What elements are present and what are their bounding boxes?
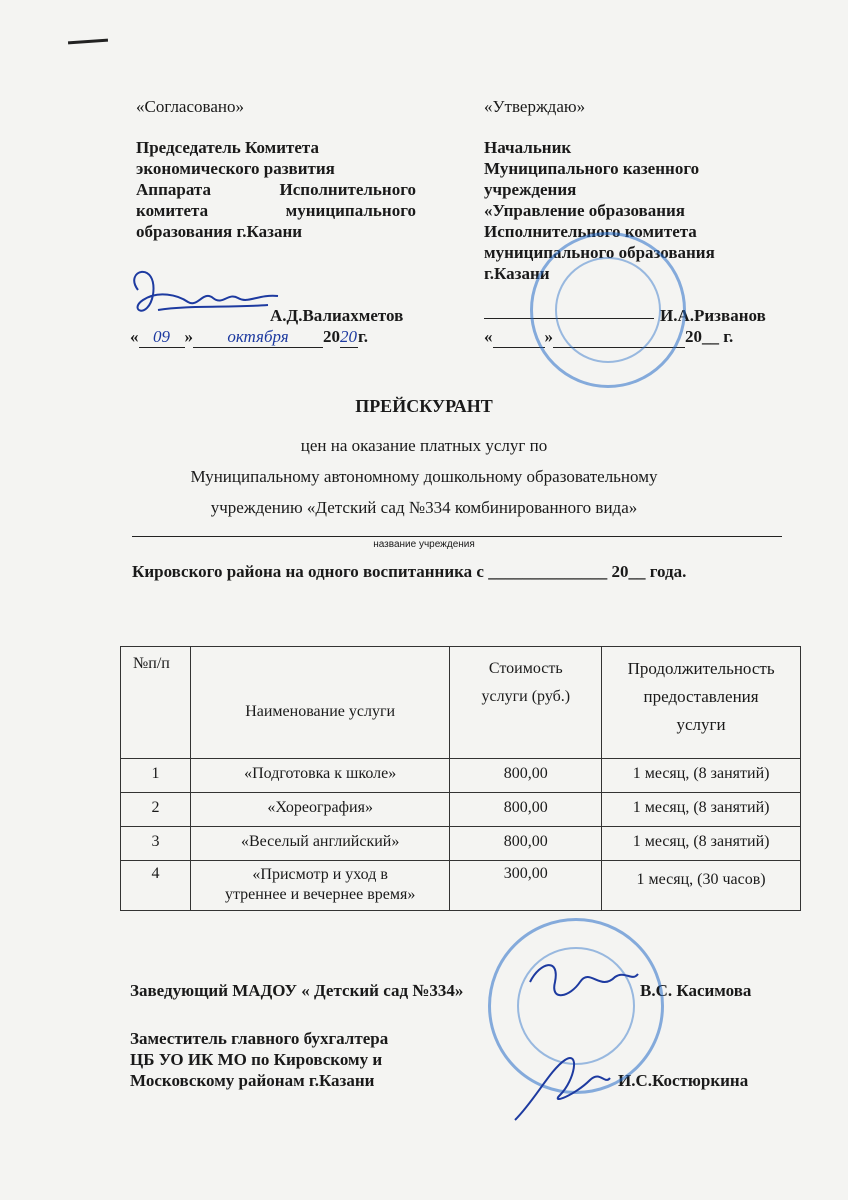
- title-line-4: Кировского района на одного воспитанника с ______________ 20__ года.: [132, 562, 687, 581]
- table-row: [121, 793, 801, 827]
- row-cost: 300,00: [450, 861, 602, 911]
- header-duration: [602, 647, 801, 759]
- row-duration: 1 месяц, (8 занятий): [602, 793, 801, 827]
- approval-date-close: »: [544, 327, 553, 346]
- head-name: В.С. Касимова: [640, 981, 752, 1000]
- agreement-line-3: Аппарата Исполнительного: [136, 180, 416, 199]
- header-duration-line-3: услуги: [676, 715, 726, 734]
- accountant-line-2: ЦБ УО ИК МО по Кировскому и: [130, 1050, 383, 1069]
- row-service: [190, 861, 450, 911]
- row-num: 1: [121, 759, 191, 793]
- head-signature: [520, 952, 640, 1012]
- row-service-line-2: утреннее и вечернее время»: [224, 886, 416, 903]
- price-table: [120, 646, 801, 911]
- agreement-line-4: комитета муниципального: [136, 201, 416, 220]
- header-cost-line-2: услуги (руб.): [481, 688, 571, 705]
- row-num: 3: [121, 827, 191, 861]
- row-service: «Подготовка к школе»: [190, 759, 450, 793]
- row-num: 2: [121, 793, 191, 827]
- agreement-signer: А.Д.Валиахметов: [270, 306, 404, 325]
- agreement-line-2: экономического развития: [136, 159, 335, 178]
- table-row: [121, 827, 801, 861]
- approval-line-4: «Управление образования: [484, 201, 685, 220]
- header-duration-line-2: предоставления: [643, 687, 759, 706]
- approval-date-year: 20__ г.: [685, 327, 734, 346]
- approval-line-7: г.Казани: [484, 264, 550, 283]
- row-num: 4: [121, 861, 191, 911]
- approval-line-1: Начальник: [484, 138, 572, 157]
- header-cost-line-1: Стоимость: [488, 660, 563, 677]
- header-name: Наименование услуги: [190, 647, 450, 759]
- title-line-2: Муниципальному автономному дошкольному образовательному: [190, 467, 658, 486]
- row-service: «Хореография»: [190, 793, 450, 827]
- row-duration: 1 месяц, (30 часов): [602, 861, 801, 911]
- agreement-block: [136, 96, 416, 242]
- row-duration: 1 месяц, (8 занятий): [602, 827, 801, 861]
- title-line-1: цен на оказание платных услуг по: [300, 436, 548, 455]
- date-close-quote: »: [184, 327, 193, 346]
- head-title: Заведующий МАДОУ « Детский сад №334»: [130, 981, 464, 1000]
- agreed-label: «Согласовано»: [136, 97, 244, 116]
- row-cost: 800,00: [450, 793, 602, 827]
- approval-stamp: [530, 232, 686, 388]
- approval-line-5: Исполнительного комитета: [484, 222, 697, 241]
- document-title: ПРЕЙСКУРАНТ: [355, 396, 493, 416]
- header-duration-line-1: Продолжительность: [627, 659, 775, 678]
- header-cost: [450, 647, 602, 759]
- table-row: [121, 861, 801, 911]
- accountant-block: [130, 1028, 450, 1091]
- row-cost: 800,00: [450, 827, 602, 861]
- approval-stamp-inner-ring: [555, 257, 661, 363]
- date-g: г.: [358, 327, 369, 346]
- row-service-line-1: «Присмотр и уход в: [252, 866, 388, 883]
- approve-label: «Утверждаю»: [484, 97, 586, 116]
- accountant-name: И.С.Костюркина: [618, 1071, 749, 1090]
- approval-date-open: «: [484, 327, 493, 346]
- row-duration: 1 месяц, (8 занятий): [602, 759, 801, 793]
- accountant-line-3: Московскому районам г.Казани: [130, 1071, 375, 1090]
- agreement-signature: [118, 250, 288, 330]
- approval-line-6: муниципального образования: [484, 243, 715, 262]
- agreement-line-1: Председатель Комитета: [136, 138, 319, 157]
- approval-line-2: Муниципального казенного: [484, 159, 700, 178]
- approval-signer: И.А.Ризванов: [660, 306, 766, 325]
- table-header-row: [121, 647, 801, 759]
- institution-caption: название учреждения: [373, 539, 475, 550]
- date-year-suffix: 20: [340, 327, 357, 346]
- date-year-prefix: 20: [323, 327, 340, 346]
- date-day: 09: [139, 326, 185, 348]
- accountant-line-1: Заместитель главного бухгалтера: [130, 1029, 389, 1048]
- accountant-signature: [505, 1040, 615, 1130]
- row-cost: 800,00: [450, 759, 602, 793]
- date-month: октября: [193, 326, 323, 348]
- corner-mark: [68, 39, 108, 45]
- institution-underline: [132, 536, 782, 537]
- header-num: №п/п: [121, 647, 191, 759]
- table-row: [121, 759, 801, 793]
- date-open-quote: «: [130, 327, 139, 346]
- title-line-3: учреждению «Детский сад №334 комбинированного вида»: [210, 498, 638, 517]
- row-service: «Веселый английский»: [190, 827, 450, 861]
- agreement-line-5: образования г.Казани: [136, 222, 303, 241]
- approval-line-3: учреждения: [484, 180, 577, 199]
